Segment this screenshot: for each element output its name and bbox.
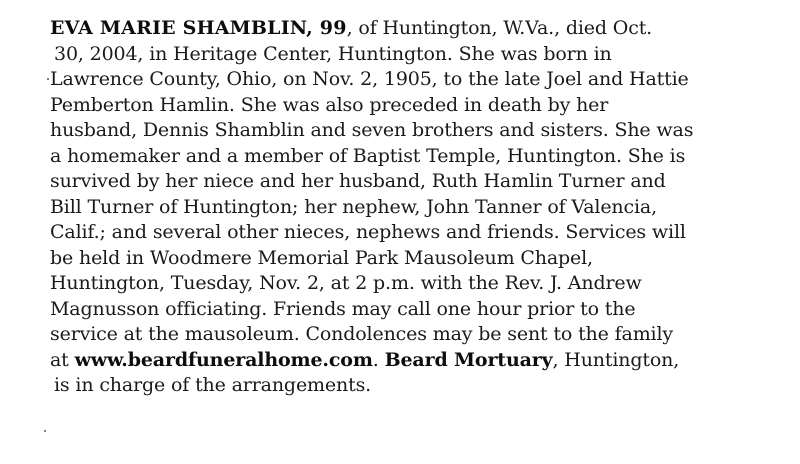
scan-speck bbox=[47, 78, 49, 80]
obituary-line-1: EVA MARIE SHAMBLIN, 99, of Huntington, W.Va., died Oct. bbox=[50, 17, 653, 39]
obituary-line-9: Calif.; and several other nieces, nephews and friends. Services will bbox=[50, 221, 686, 243]
obituary-line-12: Magnusson officiating. Friends may call one hour prior to the bbox=[50, 297, 636, 320]
obituary-line-13: service at the mausoleum. Condolences may be sent to the family bbox=[50, 323, 673, 345]
obituary-line-6: a homemaker and a member of Baptist Temple, Huntington. She is bbox=[50, 144, 686, 167]
obituary-line-5: husband, Dennis Shamblin and seven brothers and sisters. She was bbox=[50, 119, 694, 141]
obituary-line-3: Lawrence County, Ohio, on Nov. 2, 1905, to the late Joel and Hattie bbox=[50, 68, 689, 90]
funeral-home-website: www.beardfuneralhome.com bbox=[74, 348, 373, 371]
obituary-line-14: at www.beardfuneralhome.com. Beard Mortuary, Huntington, bbox=[50, 348, 680, 371]
funeral-home-name: Beard Mortuary bbox=[384, 348, 553, 371]
obituary-line-8: Bill Turner of Huntington; her nephew, John Tanner of Valencia, bbox=[50, 195, 658, 218]
obituary-line-7: survived by her niece and her husband, Ruth Hamlin Turner and bbox=[50, 170, 666, 192]
obituary-line-10: be held in Woodmere Memorial Park Mausoleum Chapel, bbox=[50, 246, 593, 269]
obituary-line-2: 30, 2004, in Heritage Center, Huntington. She was born in bbox=[54, 42, 612, 65]
obituary-line-4: Pemberton Hamlin. She was also preceded in death by her bbox=[50, 93, 609, 116]
deceased-name: EVA MARIE SHAMBLIN, 99 bbox=[50, 17, 347, 39]
obituary-line-15: is in charge of the arrangements. bbox=[54, 374, 372, 396]
obituary-text bbox=[50, 16, 790, 399]
obituary-line-11: Huntington, Tuesday, Nov. 2, at 2 p.m. with the Rev. J. Andrew bbox=[50, 272, 642, 294]
scan-speck bbox=[44, 430, 46, 432]
